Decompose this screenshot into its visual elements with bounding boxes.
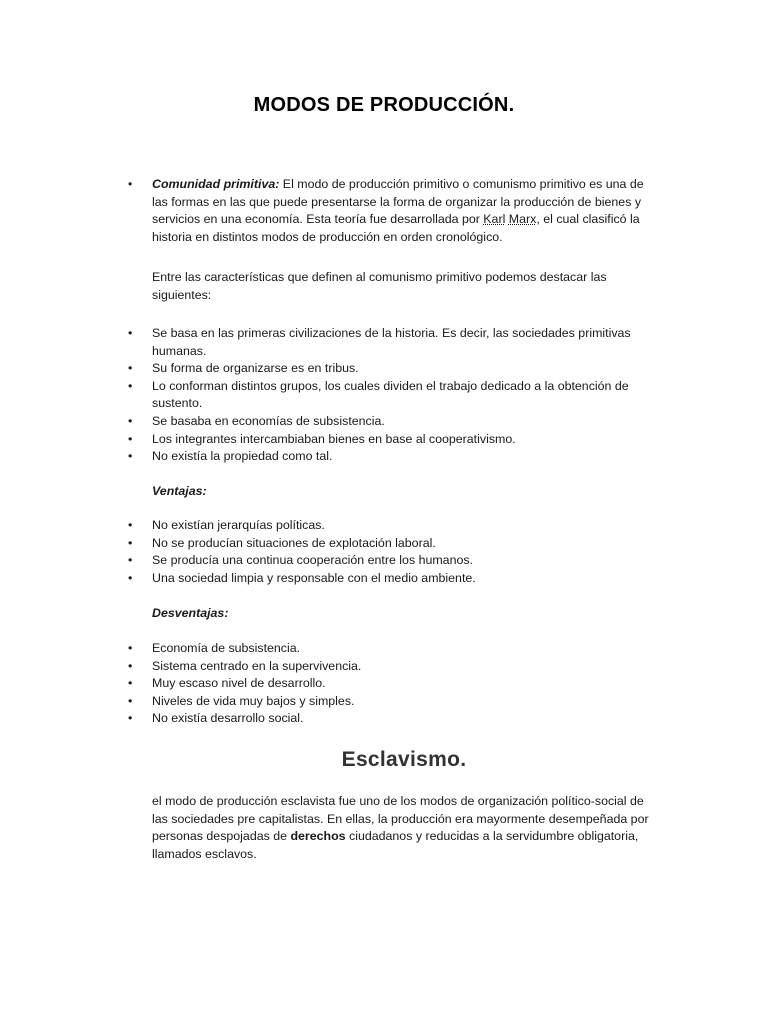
intro-text-after: , el cual clasificó la historia en distintos modos de producción en orden cronológico. — [152, 212, 640, 244]
esclavismo-paragraph — [152, 793, 662, 863]
bullet-icon: • — [128, 570, 133, 585]
advantages-heading: Ventajas: — [152, 484, 207, 498]
bullet-icon: • — [128, 518, 133, 532]
page-title: MODOS DE PRODUCCIÓN. — [253, 94, 515, 116]
author-last-name: Marx — [508, 212, 537, 227]
list-item: • No existía desarrollo social. — [128, 710, 658, 728]
intro-paragraph — [128, 176, 658, 246]
list-item: • Se producía una continua cooperación entre los humanos. — [128, 552, 658, 570]
esclavismo-text-before: el modo de producción esclavista fue uno de los modos de organización político-social de las sociedades pre capitalistas. En ellas, la producción era mayormente desempeñada por personas despojadas de — [152, 794, 649, 844]
author-first-name: Karl — [483, 212, 506, 227]
advantages-list — [128, 517, 658, 587]
esclavismo-text-after: ciudadanos y reducidas a la servidumbre obligatoria, llamados esclavos. — [152, 829, 639, 861]
list-item: • No existían jerarquías políticas. — [128, 517, 658, 535]
bullet-icon: • — [128, 658, 133, 673]
characteristics-intro: Entre las características que definen al comunismo primitivo podemos destacar las siguientes: — [152, 270, 607, 302]
bullet-icon: • — [128, 326, 133, 340]
list-item: • Se basa en las primeras civilizaciones de la historia. Es decir, las sociedades primitivas humanas. — [128, 326, 631, 358]
bullet-icon: • — [128, 553, 133, 568]
list-item: • Su forma de organizarse es en tribus. — [128, 360, 658, 378]
disadvantages-heading: Desventajas: — [152, 606, 229, 620]
list-item: • No existía la propiedad como tal. — [128, 448, 658, 466]
bullet-icon: • — [128, 693, 133, 708]
list-item: • Sistema centrado en la supervivencia. — [128, 658, 658, 676]
bullet-icon: • — [128, 676, 133, 691]
list-item: • Una sociedad limpia y responsable con el medio ambiente. — [128, 570, 658, 588]
list-item: • No se producían situaciones de explotación laboral. — [128, 535, 658, 553]
list-item: • Economía de subsistencia. — [128, 640, 658, 658]
characteristics-list — [128, 325, 658, 466]
bullet-icon: • — [128, 711, 133, 726]
intro-text — [152, 176, 658, 246]
bullet-icon: • — [128, 431, 133, 446]
bullet-icon: • — [128, 641, 133, 655]
bullet-icon: • — [128, 177, 133, 191]
section-heading-esclavismo: Esclavismo. — [341, 748, 467, 771]
bullet-icon: • — [128, 535, 133, 550]
bullet-icon: • — [128, 361, 133, 376]
list-item: • Niveles de vida muy bajos y simples. — [128, 693, 658, 711]
esclavismo-bold-word: derechos — [290, 829, 346, 844]
list-item: • Los integrantes intercambiaban bienes en base al cooperativismo. — [128, 431, 658, 449]
intro-label: Comunidad primitiva: — [152, 177, 280, 191]
bullet-icon: • — [128, 449, 133, 464]
bullet-icon: • — [128, 413, 133, 428]
intro-text-before: El modo de producción primitivo o comunismo primitivo es una de las formas en las que puede presentarse la forma de organizar la producción de bienes y servicios en una economía. Esta teoría fue desarrollada por — [152, 177, 644, 227]
list-item: • Se basaba en economías de subsistencia. — [128, 413, 658, 431]
disadvantages-list — [128, 640, 658, 728]
list-item: • Muy escaso nivel de desarrollo. — [128, 675, 658, 693]
list-item: • Lo conforman distintos grupos, los cuales dividen el trabajo dedicado a la obtención de sustento. — [128, 378, 629, 411]
bullet-icon: • — [128, 378, 133, 393]
